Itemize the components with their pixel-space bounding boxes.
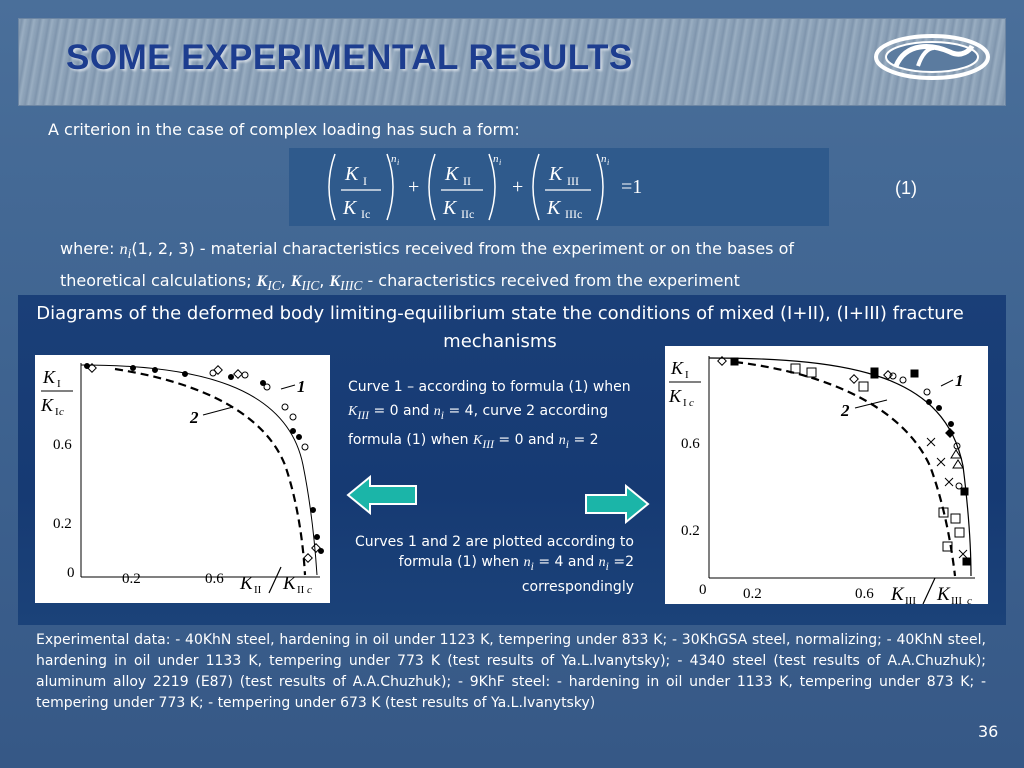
where-text: where: $n_i(1$, 2, 3) - material characteristics received from the experiment or on the bases of theoretical calculations; $K_{IC}$, $K_{IIC}$, $K_{IIIC}$ - characteristics received from the experiment — [60, 239, 794, 294]
y-axis-label-num: K — [43, 367, 56, 387]
curve-label-2: 2 — [841, 401, 850, 420]
svg-text:I: I — [57, 378, 61, 390]
chart-mode-I-II — [35, 355, 330, 603]
curves-note: Curves 1 and 2 are plotted according to formula (1) when $n_i = 4$ and $n_i =2$ correspondingly — [354, 534, 634, 595]
y-tick-0.2: 0.2 — [53, 516, 72, 532]
curve-2 — [735, 362, 955, 576]
svg-text:I: I — [683, 397, 687, 409]
svg-text:K: K — [443, 197, 457, 219]
svg-text:n: n — [493, 153, 499, 165]
svg-text:Ic: Ic — [361, 207, 371, 221]
formula — [289, 148, 829, 226]
x-axis-label: K — [891, 584, 904, 604]
svg-text:III: III — [951, 595, 962, 604]
y-axis-label-den: K — [669, 386, 682, 406]
svg-text:n: n — [391, 153, 397, 165]
svg-text:i: i — [397, 158, 400, 167]
svg-text:i: i — [607, 158, 610, 167]
svg-text:c: c — [59, 406, 64, 418]
svg-text:IIIc: IIIc — [565, 207, 583, 221]
diagrams-title: Diagrams of the deformed body limiting-equilibrium state the conditions of mixed (I+II), (I+III) fracture mechanisms — [36, 303, 964, 352]
y-tick-0.2: 0.2 — [681, 523, 700, 539]
svg-text:IIc: IIc — [461, 207, 475, 221]
x-tick-0.6: 0.6 — [205, 571, 224, 587]
arrow-right-icon — [584, 484, 650, 524]
svg-text:III: III — [567, 174, 579, 188]
y-axis-label-num: K — [671, 358, 684, 378]
svg-text:K: K — [283, 573, 296, 594]
formula-term-1 — [329, 153, 399, 221]
y-tick-0: 0 — [67, 565, 75, 581]
formula-box — [289, 148, 829, 226]
curve-description: Curve 1 – according to formula (1) when $K_{III} = 0$ and $n_i = 4$, curve 2 according formula (1) when $K_{III} = 0$ and $n_i = 2$ — [348, 379, 631, 451]
svg-text:K: K — [549, 163, 563, 185]
curve-1 — [709, 358, 971, 576]
svg-text:I: I — [363, 174, 367, 188]
svg-text:K: K — [343, 197, 357, 219]
experimental-data: Experimental data: - 40KhN steel, hardening in oil under 1123 K, tempering under 833 K; - 30KhGSA steel, normalizing; - 40KhN steel, hardening in oil under 1133 K, tempering under 773 K (test results of Ya.L.Ivanytsky); - 4340 steel (test results of A.A.Chuzhuk); aluminum alloy 2219 (E87) (test results of A.A.Chuzhuk); - 9KhF steel: - hardening in oil under 1133 K, tempering under 873 K; - tempering under 773 K; - tempering under 673 K (test results of Ya.L.Ivanytsky) — [36, 632, 986, 711]
svg-text:c: c — [689, 397, 694, 409]
equation-number: (1) — [895, 178, 917, 198]
svg-text:I: I — [55, 406, 59, 418]
curve-label-1: 1 — [955, 371, 964, 390]
arrow-left-icon — [346, 475, 420, 515]
chart-mode-I-III — [665, 346, 988, 604]
svg-text:K: K — [937, 584, 950, 604]
x-axis-label: K — [240, 573, 253, 594]
formula-term-3 — [533, 153, 609, 221]
svg-text:+: + — [408, 176, 420, 198]
svg-text:c: c — [307, 584, 312, 596]
page-number: 36 — [978, 722, 999, 741]
x-tick-0: 0 — [699, 582, 707, 598]
svg-text:K: K — [547, 197, 561, 219]
svg-text:III: III — [905, 595, 916, 604]
svg-text:i: i — [499, 158, 502, 167]
slide-title: SOME EXPERIMENTAL RESULTS — [66, 38, 633, 77]
svg-text:+: + — [512, 176, 524, 198]
svg-text:c: c — [967, 595, 972, 604]
svg-text:II: II — [297, 584, 305, 596]
y-tick-0.6: 0.6 — [53, 437, 72, 453]
curve-2 — [115, 369, 305, 575]
curve-label-2: 2 — [190, 408, 199, 427]
svg-text:II: II — [254, 584, 262, 596]
x-tick-0.6: 0.6 — [855, 586, 874, 602]
svg-text:K: K — [445, 163, 459, 185]
svg-text:K: K — [345, 163, 359, 185]
curve-1 — [81, 365, 317, 575]
company-logo — [872, 32, 992, 82]
x-tick-0.2: 0.2 — [122, 571, 141, 587]
data-points — [731, 358, 970, 565]
svg-text:I: I — [685, 369, 689, 381]
curve-label-1: 1 — [297, 377, 306, 396]
x-tick-0.2: 0.2 — [743, 586, 762, 602]
y-tick-0.6: 0.6 — [681, 436, 700, 452]
svg-text:=1: =1 — [621, 176, 643, 198]
criterion-text: A criterion in the case of complex loading has such a form: — [48, 120, 520, 139]
y-axis-label-den: K — [41, 395, 54, 415]
svg-text:II: II — [463, 174, 471, 188]
svg-text:n: n — [601, 153, 607, 165]
formula-term-2 — [429, 153, 501, 221]
data-points-open — [718, 357, 967, 558]
